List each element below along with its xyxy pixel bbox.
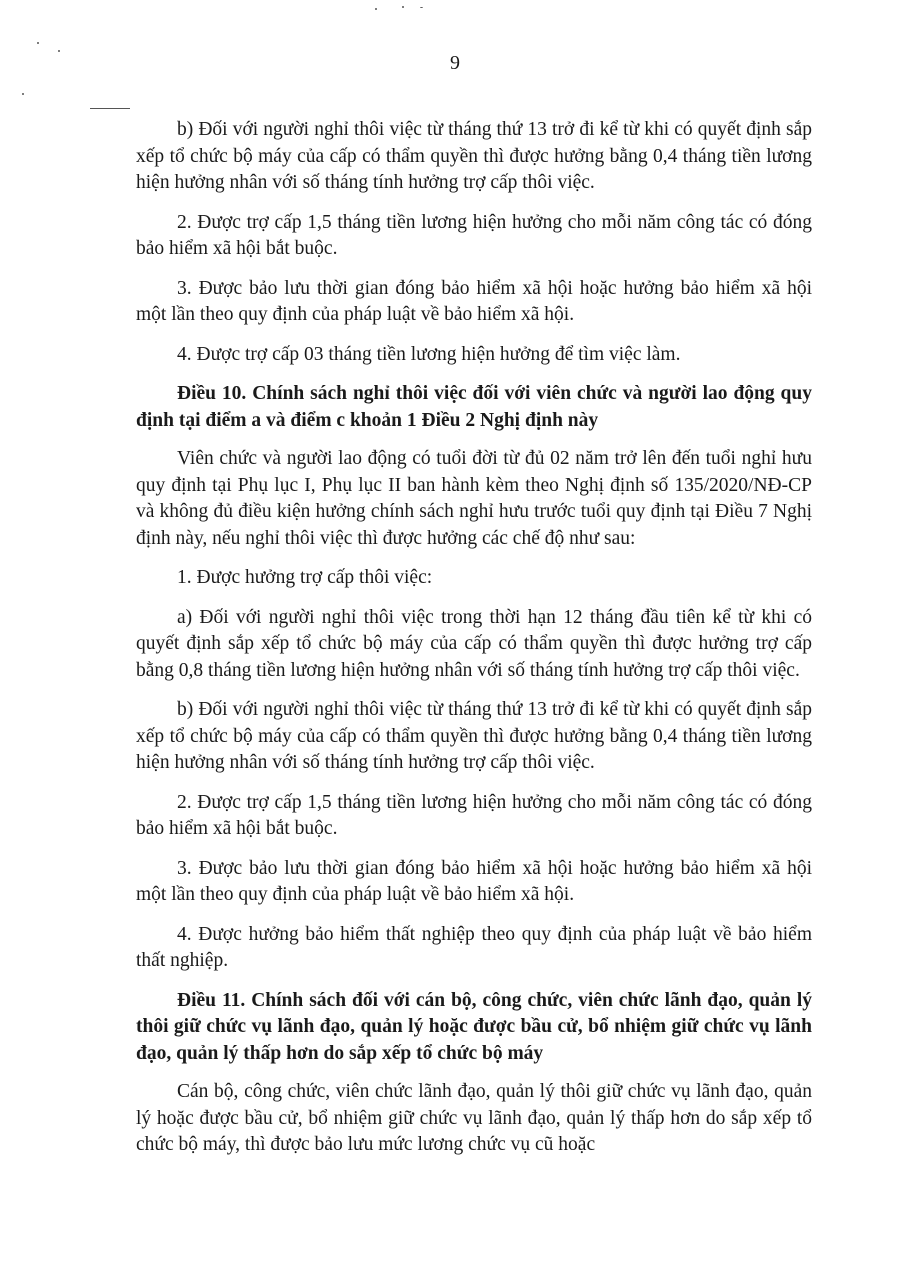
page-number: 9: [450, 52, 460, 74]
article-10-intro: Viên chức và người lao động có tuổi đời từ đủ 02 năm trở lên đến tuổi nghỉ hưu quy định tại Phụ lục I, Phụ lục II ban hành kèm theo Nghị định số 135/2020/NĐ-CP và không đủ điều kiện hưởng chính sách nghỉ hưu trước tuổi quy định tại Điều 7 Nghị định này, nếu nghỉ thôi việc thì được hưởng các chế độ như sau:: [136, 448, 812, 549]
paragraph-2-allowance: 2. Được trợ cấp 1,5 tháng tiền lương hiện hưởng cho mỗi năm công tác có đóng bảo hiểm xã hội bắt buộc.: [136, 211, 812, 259]
paragraph-4-job-search: 4. Được trợ cấp 03 tháng tiền lương hiện hưởng để tìm việc làm.: [177, 343, 681, 365]
article-11-intro: Cán bộ, công chức, viên chức lãnh đạo, quản lý thôi giữ chức vụ lãnh đạo, quản lý hoặc được bầu cử, bổ nhiệm giữ chức vụ lãnh đạo, quản lý thấp hơn do sắp xếp tổ chức bộ máy, thì được bảo lưu mức lương chức vụ cũ hoặc: [136, 1081, 812, 1155]
article-10-clause-2: 2. Được trợ cấp 1,5 tháng tiền lương hiện hưởng cho mỗi năm công tác có đóng bảo hiểm xã hội bắt buộc.: [136, 791, 812, 839]
paragraph-1b-thirteenth-month: b) Đối với người nghỉ thôi việc từ tháng thứ 13 trở đi kể từ khi có quyết định sắp xếp tổ chức bộ máy của cấp có thẩm quyền thì được hưởng bằng 0,4 tháng tiền lương hiện hưởng nhân với số tháng tính hưởng trợ cấp thôi việc.: [136, 119, 812, 193]
article-10-point-a: a) Đối với người nghỉ thôi việc trong thời hạn 12 tháng đầu tiên kể từ khi có quyết định sắp xếp tổ chức bộ máy của cấp có thẩm quyền thì được hưởng trợ cấp bằng 0,8 tháng tiền lương hiện hưởng nhân với số tháng tính hưởng trợ cấp thôi việc.: [136, 606, 812, 681]
scan-speck: [420, 7, 423, 8]
article-10-heading: Điều 10. Chính sách nghỉ thôi việc đối với viên chức và người lao động quy định tại điểm a và điểm c khoản 1 Điều 2 Nghị định này: [136, 383, 812, 431]
article-10-clause-3: 3. Được bảo lưu thời gian đóng bảo hiểm xã hội hoặc hưởng bảo hiểm xã hội một lần theo quy định của pháp luật về bảo hiểm xã hội.: [136, 857, 812, 905]
scan-speck: [58, 50, 60, 52]
article-11-heading: Điều 11. Chính sách đối với cán bộ, công chức, viên chức lãnh đạo, quản lý thôi giữ chức vụ lãnh đạo, quản lý hoặc được bầu cử, bổ nhiệm giữ chức vụ lãnh đạo, quản lý thấp hơn do sắp xếp tổ chức bộ máy: [136, 989, 812, 1064]
scan-speck: [402, 6, 404, 8]
paragraph-3-reserve-insurance: 3. Được bảo lưu thời gian đóng bảo hiểm xã hội hoặc hưởng bảo hiểm xã hội một lần theo quy định của pháp luật về bảo hiểm xã hội.: [136, 277, 812, 325]
article-10-clause-4: 4. Được hưởng bảo hiểm thất nghiệp theo quy định của pháp luật về bảo hiểm thất nghiệp.: [136, 923, 812, 971]
article-10-clause-1: 1. Được hưởng trợ cấp thôi việc:: [177, 567, 433, 588]
article-10-point-b: b) Đối với người nghỉ thôi việc từ tháng thứ 13 trở đi kể từ khi có quyết định sắp xếp tổ chức bộ máy của cấp có thẩm quyền thì được hưởng bằng 0,4 tháng tiền lương hiện hưởng nhân với số tháng tính hưởng trợ cấp thôi việc.: [136, 699, 812, 773]
scan-speck: [375, 8, 377, 10]
document-body: [136, 117, 812, 1172]
scan-speck: [22, 93, 24, 95]
scan-speck: [37, 42, 39, 44]
scan-speck: [90, 108, 130, 109]
